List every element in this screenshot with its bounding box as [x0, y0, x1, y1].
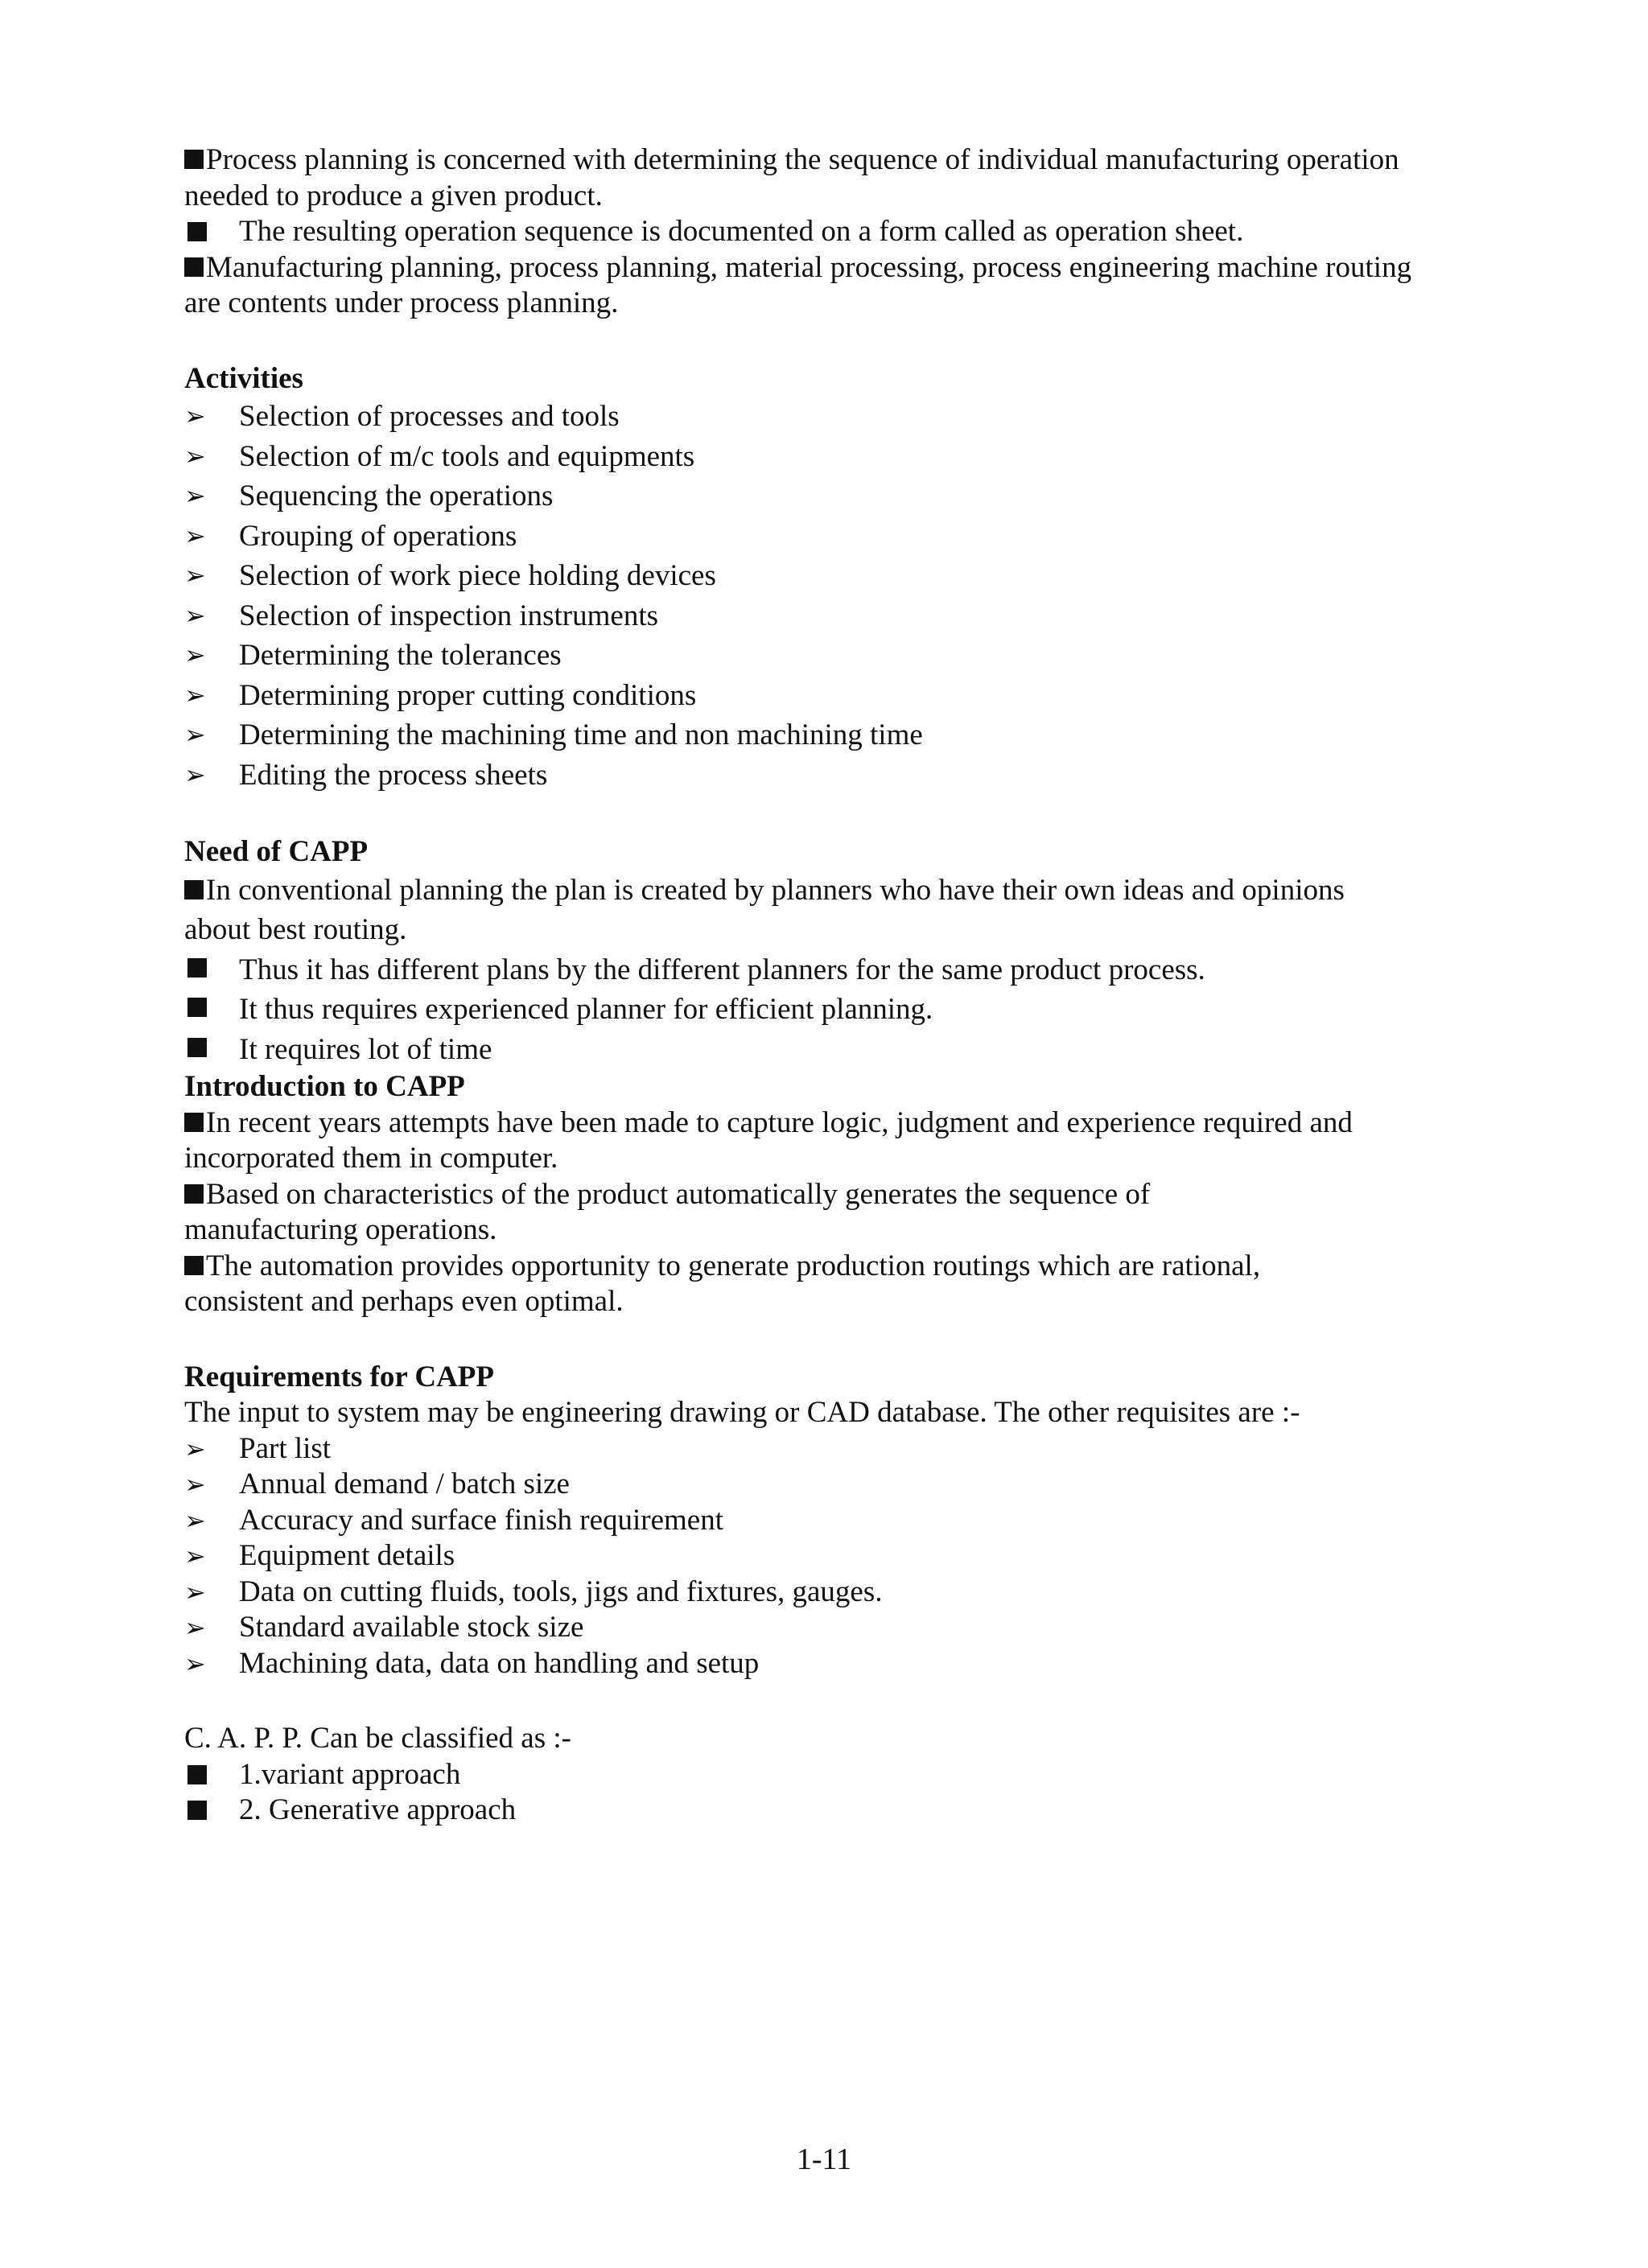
square-bullet-icon [187, 998, 207, 1017]
square-bullet-icon [184, 880, 204, 899]
list-item: ➢ Standard available stock size [184, 1610, 1440, 1646]
arrow-bullet-icon: ➢ [184, 1504, 206, 1536]
list-item: ➢ Selection of work piece holding devices [184, 556, 1440, 596]
square-bullet-icon [184, 257, 204, 277]
requirements-heading: Requirements for CAPP [184, 1360, 495, 1393]
arrow-bullet-icon: ➢ [184, 560, 206, 591]
arrow-bullet-icon: ➢ [184, 1612, 206, 1643]
introduction-heading: Introduction to CAPP [184, 1070, 465, 1103]
square-bullet-icon [184, 1256, 204, 1275]
page-number: 1-11 [796, 2142, 852, 2176]
list-item: ➢ Part list [184, 1431, 1440, 1467]
list-item: Thus it has different plans by the different planners for the same product process. [184, 950, 1440, 990]
square-bullet-icon [187, 1765, 207, 1784]
classification-lead: C. A. P. P. Can be classified as :- [184, 1722, 571, 1755]
list-item: 2. Generative approach [184, 1793, 1440, 1829]
introduction-paragraph-2: Based on characteristics of the product automatically generates the sequence of manufacturing operations. [184, 1177, 1151, 1246]
arrow-bullet-icon: ➢ [184, 1469, 206, 1500]
arrow-bullet-icon: ➢ [184, 1576, 206, 1607]
square-bullet-icon [187, 958, 207, 978]
activities-heading: Activities [184, 361, 303, 395]
list-item: 1.variant approach [184, 1757, 1440, 1793]
list-item: ➢ Data on cutting fluids, tools, jigs and fixtures, gauges. [184, 1574, 1440, 1611]
intro-paragraph-1: Process planning is concerned with determining the sequence of individual manufacturing operation needed to produce a given product. [184, 143, 1399, 212]
list-item: ➢ Annual demand / batch size [184, 1467, 1440, 1503]
list-item: ➢ Machining data, data on handling and setup [184, 1646, 1440, 1682]
intro-paragraph-3: Manufacturing planning, process planning, material processing, process engineering machine routing are contents under process planning. [184, 250, 1412, 319]
list-item: ➢ Editing the process sheets [184, 755, 1440, 796]
list-item: ➢ Accuracy and surface finish requirement [184, 1503, 1440, 1539]
square-bullet-icon [184, 1184, 204, 1204]
arrow-bullet-icon: ➢ [184, 520, 206, 551]
square-bullet-icon [187, 222, 207, 241]
square-bullet-icon [187, 1801, 207, 1820]
requirements-list [184, 1431, 1440, 1682]
need-heading: Need of CAPP [184, 835, 369, 868]
list-item: It requires lot of time [184, 1030, 1440, 1070]
arrow-bullet-icon: ➢ [184, 1648, 206, 1679]
introduction-paragraph-1: In recent years attempts have been made to capture logic, judgment and experience required and incorporated them in computer. [184, 1105, 1353, 1175]
list-item: ➢ Determining the machining time and non machining time [184, 715, 1440, 755]
arrow-bullet-icon: ➢ [184, 679, 206, 710]
arrow-bullet-icon: ➢ [184, 759, 206, 790]
list-item: ➢ Selection of inspection instruments [184, 596, 1440, 636]
arrow-bullet-icon: ➢ [184, 401, 206, 431]
list-item: ➢ Determining the tolerances [184, 636, 1440, 676]
list-item: ➢ Sequencing the operations [184, 476, 1440, 517]
arrow-bullet-icon: ➢ [184, 599, 206, 631]
introduction-paragraph-3: The automation provides opportunity to generate production routings which are rational, consistent and perhaps even optimal. [184, 1249, 1261, 1318]
need-list [184, 950, 1440, 1070]
arrow-bullet-icon: ➢ [184, 719, 206, 750]
requirements-lead: The input to system may be engineering drawing or CAD database. The other requisites are :- [184, 1396, 1300, 1429]
list-item: ➢ Determining proper cutting conditions [184, 676, 1440, 716]
square-bullet-icon [184, 1113, 204, 1132]
intro-paragraph-2: The resulting operation sequence is documented on a form called as operation sheet. [184, 214, 1440, 250]
list-item: ➢ Grouping of operations [184, 517, 1440, 557]
arrow-bullet-icon: ➢ [184, 440, 206, 471]
arrow-bullet-icon: ➢ [184, 480, 206, 511]
arrow-bullet-icon: ➢ [184, 1541, 206, 1571]
list-item: It thus requires experienced planner for efficient planning. [184, 990, 1440, 1030]
classification-list [184, 1757, 1440, 1829]
list-item: ➢ Selection of m/c tools and equipments [184, 437, 1440, 477]
arrow-bullet-icon: ➢ [184, 640, 206, 670]
activities-list [184, 397, 1440, 795]
list-item: ➢ Equipment details [184, 1538, 1440, 1574]
arrow-bullet-icon: ➢ [184, 1433, 206, 1464]
page-content [184, 142, 1440, 1829]
square-bullet-icon [187, 1038, 207, 1057]
square-bullet-icon [184, 150, 204, 169]
need-lead: In conventional planning the plan is created by planners who have their own ideas and opinions about best routing. [184, 873, 1345, 946]
list-item: ➢ Selection of processes and tools [184, 397, 1440, 437]
